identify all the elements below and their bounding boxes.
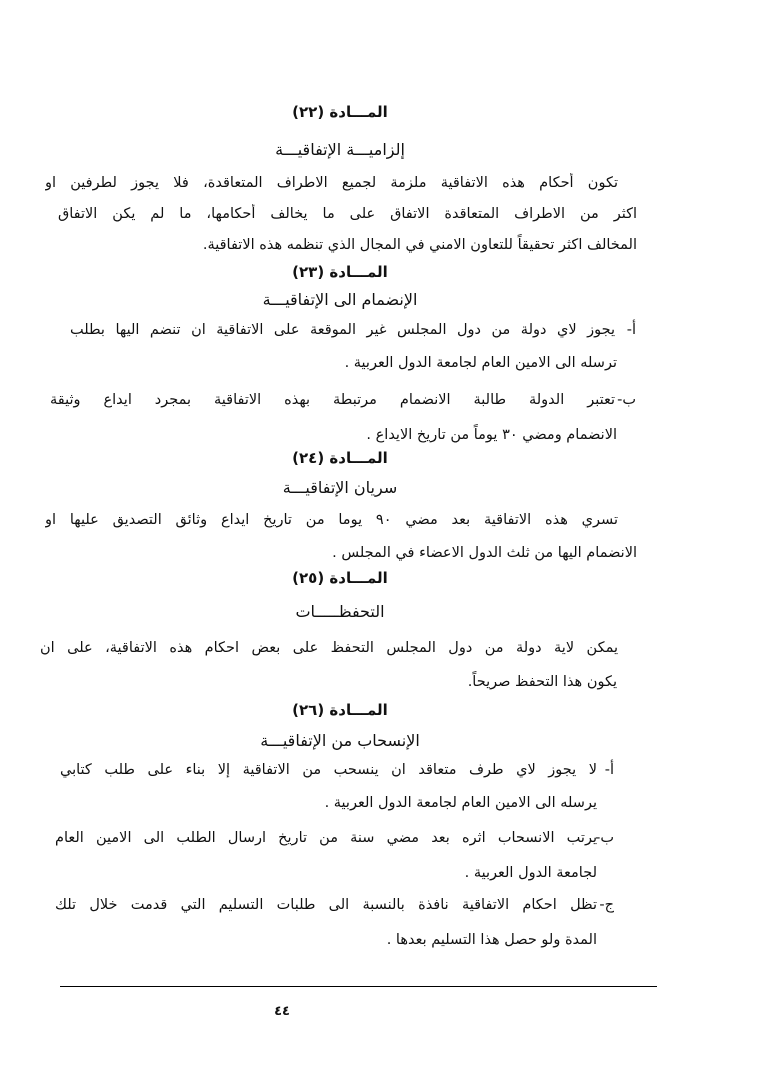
- article-title: الإنسحاب من الإتفاقيـــة: [260, 731, 420, 750]
- paragraph-line: يكون هذا التحفظ صريحاً.: [467, 674, 617, 690]
- paragraph-line: الانضمام اليها من ثلث الدول الاعضاء في المجلس .: [332, 545, 637, 561]
- list-marker: ج-: [599, 897, 614, 913]
- list-item-line: يجوز لاي دولة من دول المجلس غير الموقعة على الاتفاقية ان تنضم اليها بطلب: [70, 322, 615, 338]
- article-heading: المـــادة (٢٦): [292, 701, 388, 719]
- list-marker: أ-: [626, 322, 636, 338]
- list-item-line: تعتبر الدولة طالبة الانضمام مرتبطة بهذه الاتفاقية بمجرد ايداع وثيقة: [50, 392, 615, 408]
- article-heading: المـــادة (٢٣): [292, 263, 388, 281]
- list-item-line: لا يجوز لاي طرف متعاقد ان ينسحب من الاتفاقية إلا بناء على طلب كتابي: [60, 762, 597, 778]
- list-item-line: المدة ولو حصل هذا التسليم بعدها .: [386, 932, 597, 948]
- paragraph-line: اكثر من الاطراف المتعاقدة الاتفاق على ما يخالف أحكامها، ما لم يكن الاتفاق: [58, 206, 637, 222]
- paragraph-line: تكون أحكام هذه الاتفاقية ملزمة لجميع الاطراف المتعاقدة، فلا يجوز لطرفين او: [45, 175, 618, 191]
- list-marker: ب-: [617, 392, 636, 408]
- paragraph-line: تسري هذه الاتفاقية بعد مضي ٩٠ يوما من تاريخ ايداع وثائق التصديق عليها او: [45, 512, 618, 528]
- paragraph-line: المخالف اكثر تحقيقاً للتعاون الامني في المجال الذي تنظمه هذه الاتفاقية.: [202, 237, 637, 253]
- page-number: ٤٤: [274, 1004, 290, 1019]
- list-marker: أ-: [604, 762, 614, 778]
- list-item-line: يرتب الانسحاب اثره بعد مضي سنة من تاريخ ارسال الطلب الى الامين العام: [55, 830, 597, 846]
- article-title: سريان الإتفاقيـــة: [282, 478, 398, 497]
- list-item-line: الانضمام ومضي ٣٠ يوماً من تاريخ الايداع .: [366, 427, 617, 443]
- list-item-line: ترسله الى الامين العام لجامعة الدول العربية .: [344, 355, 617, 371]
- list-item-line: تظل احكام الاتفاقية نافذة بالنسبة الى طلبات التسليم التي قدمت خلال تلك: [55, 897, 597, 913]
- list-item-line: لجامعة الدول العربية .: [464, 865, 597, 881]
- article-title: الإنضمام الى الإتفاقيـــة: [262, 290, 418, 309]
- article-heading: المـــادة (٢٥): [292, 569, 388, 587]
- footer-divider: [60, 986, 657, 987]
- article-title: إلزاميـــة الإتفاقيـــة: [275, 140, 405, 159]
- article-heading: المـــادة (٢٤): [292, 449, 388, 467]
- list-marker: ب-: [595, 830, 614, 846]
- list-item-line: يرسله الى الامين العام لجامعة الدول العربية .: [324, 795, 597, 811]
- article-heading: المـــادة (٢٢): [292, 103, 388, 121]
- paragraph-line: يمكن لاية دولة من دول المجلس التحفظ على بعض احكام هذه الاتفاقية، على ان: [40, 640, 618, 656]
- article-title: التحفظـــــات: [295, 602, 385, 621]
